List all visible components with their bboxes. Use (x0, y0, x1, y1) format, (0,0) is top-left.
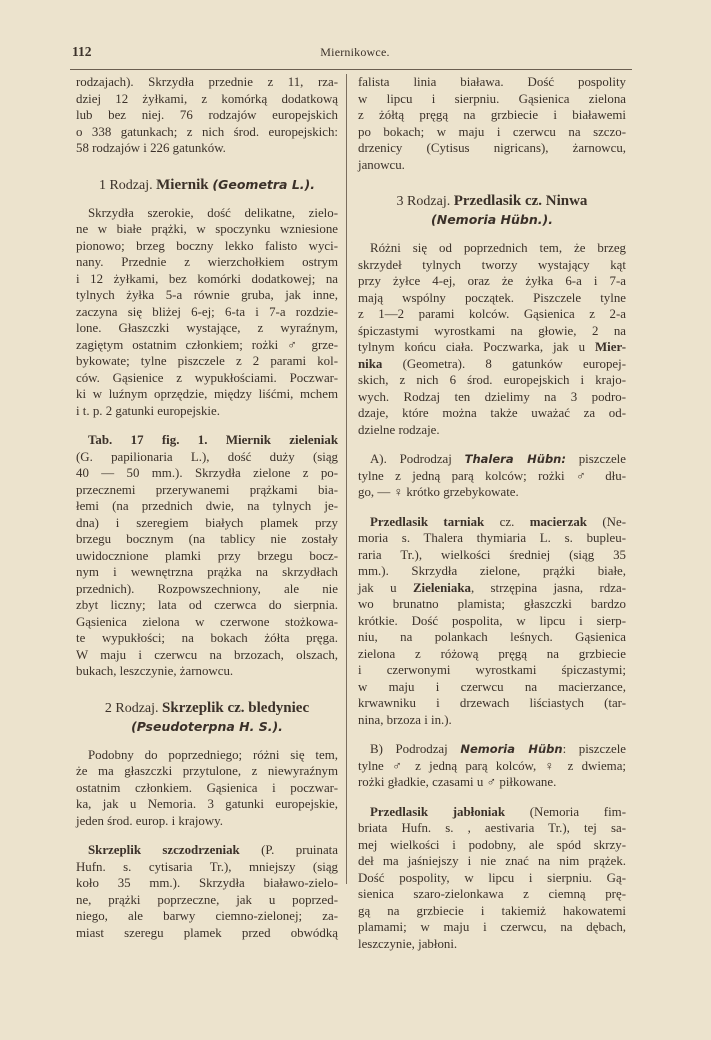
paragraph (358, 240, 626, 438)
text-line (358, 804, 626, 821)
text-line: gą na grzbiecie i takiemiż hakowatemi (358, 903, 626, 918)
text-line: sienica szaro-zielonkawa z ciemną prę- (358, 887, 626, 901)
bold-term: Skrzeplik cz. bledyniec (162, 699, 310, 716)
bold-term: nika (358, 356, 383, 371)
paragraph (76, 205, 338, 420)
text-line (358, 451, 626, 468)
latin-name: Nemoria Hübn (460, 742, 563, 756)
text-line: przednich). Rozpowszechniony, ale nie (76, 581, 338, 596)
text-line: ki w luźnym oprzędzie, między liśćmi, mchem (76, 387, 338, 401)
text-line: ka, jak u Nemoria. 3 gatunki europejskie, (76, 797, 338, 811)
page-number: 112 (72, 44, 92, 59)
left-column (76, 74, 338, 941)
text-line: lub bez niej. 76 rodzajów europejskich (76, 108, 338, 122)
text-line: skrzydeł tylnych tworzy wystający kąt (358, 257, 626, 272)
text-run: 2 Rodzaj. (104, 700, 163, 716)
section-heading (358, 192, 626, 230)
text-line: moria s. Thalera thymiaria L. s. bupleu- (358, 531, 626, 545)
paragraph (76, 74, 338, 157)
text-line: przecznemi przerywanemi prążkami bia- (76, 482, 338, 497)
latin-name: (Pseudoterpna H. S.). (131, 718, 283, 734)
text-line: zagiętym ostatnim członkiem; rożki ♂ grze- (76, 337, 338, 352)
right-column (358, 74, 626, 952)
text-line (76, 432, 338, 449)
text-line: mm.). Skrzydła zielone, prążki białe, (358, 564, 626, 578)
text-run: (Geometra). 8 gatunków europej- (382, 356, 626, 371)
text-line: W maju i czerwcu na brzozach, olszach, (76, 647, 338, 662)
text-line: zbyt liczny; lata od czerwca do sierpnia. (76, 598, 338, 612)
text-run: tylnym końcu ciała. Poczwarka, jak u (358, 340, 595, 354)
text-line: briata Hufn. s. , aestivaria Tr.), tej sa- (358, 821, 626, 835)
paragraph (358, 74, 626, 173)
text-line: ne, prążki poprzeczne, jak u poprzed- (76, 892, 338, 907)
text-line (358, 580, 626, 597)
text-line: deł ma jaśniejszy i nie znać na nim prążek. (358, 854, 626, 868)
text-line: przy żyłce 4-ej, oraz że żyłka 6-a i 7-a (358, 274, 626, 288)
bold-term: Mier- (594, 340, 626, 354)
bold-term: Przedlasik cz. Ninwa (453, 193, 588, 209)
bold-term: Zieleniaka (412, 580, 471, 595)
text-line: leszczynie, jabłoni. (358, 936, 458, 951)
text-line: ostatnim członkiem. Gąsienica i poczwar- (76, 780, 338, 795)
header-rule (70, 69, 632, 70)
text-line: te wypukłości; na bokach żółta pręga. (76, 631, 338, 645)
text-line: bykowate; tylne piszczele z 2 parami kol- (76, 354, 338, 368)
paragraph (358, 451, 626, 501)
latin-name: (Geometra L.). (212, 176, 316, 192)
text-line: dzielne rodzaje. (358, 422, 440, 437)
text-run: (P. pruinata (239, 843, 338, 857)
latin-name: (Nemoria Hübn.). (431, 212, 553, 227)
text-line: z żółtą pręgą na grzbiecie i białawemi (358, 108, 626, 122)
text-line: rożki gładkie, czasami u ♂ piłkowane. (358, 775, 557, 789)
latin-name: Thalera Hübn: (464, 452, 566, 466)
text-line: dzaje, które można także uważać za od- (358, 406, 626, 420)
text-run: (Nemoria fim- (505, 804, 627, 819)
text-line: dziej 12 żyłkami, z komórką dodatkową (76, 91, 338, 106)
text-line: go, — ♀ krótko grzebykowate. (358, 485, 519, 499)
text-line (358, 741, 626, 758)
text-line: Podobny do poprzedniego; różni się tem, (88, 747, 338, 762)
text-line (358, 339, 626, 356)
section-heading (76, 699, 338, 737)
text-line: ne w białe prążki, w spoczynku wzniesione (76, 222, 338, 236)
text-line: tylne ♂ z jedną parą kolców, ♀ z dwiema; (358, 758, 626, 773)
text-line: zielona z różową pręgą na grzbiecie (358, 646, 626, 661)
text-line (76, 718, 338, 737)
text-run: (Ne- (586, 514, 626, 529)
text-run: piszczele (565, 452, 626, 466)
bold-term: Skrzeplik szczodrzeniak (88, 843, 240, 857)
text-line (358, 192, 626, 211)
paragraph (76, 432, 338, 680)
text-line: krótkie. Dość pospolita, w lipcu i sierp- (358, 613, 626, 628)
text-line: miast szeregu plamek przed obwódką (76, 925, 338, 940)
bold-term: Miernik (156, 176, 213, 193)
text-run: : piszczele (562, 742, 627, 756)
text-line: raria Tr.), wielkości średniej (siąg 35 (358, 547, 626, 562)
running-title: Miernikowce. (320, 45, 390, 59)
column-divider (346, 74, 347, 884)
text-line: Skrzydła szerokie, dość delikatne, zielo- (88, 205, 338, 220)
text-line: 58 rodzajów i 226 gatunków. (76, 141, 226, 155)
text-line (76, 699, 338, 718)
text-line: jeden środ. europ. i krajowy. (76, 813, 224, 828)
text-run: , strzępina jasna, rdza- (470, 580, 626, 595)
text-line: i t. p. 2 gatunki europejskie. (76, 403, 220, 418)
text-line: tylne z jedną parą kolców; rożki ♂ dłu- (358, 468, 626, 483)
paragraph (358, 804, 626, 953)
text-line: że ma głaszczki przytulone, z niewyraźnym (76, 764, 338, 778)
text-line: plamami; w maju i czerwcu, na dębach, (358, 920, 626, 934)
text-run: A). Podrodzaj (370, 452, 465, 466)
bold-term: Tab. 17 fig. 1. Miernik zieleniak (88, 433, 338, 447)
text-line: bukach, leszczynie, żarnowcu. (76, 664, 234, 678)
text-run: B) Podrodzaj (370, 742, 461, 756)
text-line: i 12 żyłkami, bez komórki dodatkowej; na (76, 271, 338, 286)
text-line: falista linia biaława. Dość pospolity (358, 75, 626, 89)
text-line: z 1—2 parami kolców. Gąsienica z 2-a (358, 307, 626, 321)
text-line: po bokach; w maju i czerwcu na szczo- (358, 124, 626, 139)
text-line: w maju i czerwcu na macierzance, (358, 679, 626, 694)
text-line: mej wielkości i podobny, ale spód skrzy- (358, 837, 626, 852)
text-line: uwidocznione plamki przy brzegu bocz- (76, 548, 338, 563)
bold-term: Przedlasik tarniak (370, 514, 485, 529)
text-line: dna) i szeregiem białych plamek przy (76, 515, 338, 530)
text-run: jak u (358, 580, 413, 595)
text-line: tylnych żyłka 5-a równie gruba, jak inne, (76, 288, 338, 302)
text-line: drzenicy (Cytisus nigricans), żarnowcu, (358, 141, 626, 155)
text-run: 1 Rodzaj. (98, 177, 157, 193)
text-run: cz. (484, 514, 530, 529)
text-line: nany. Przednie z wierzchołkiem ostrym (76, 255, 338, 269)
text-line: w lipcu i sierpniu. Gąsienica zielona (358, 91, 626, 106)
paragraph (358, 514, 626, 729)
bold-term: Przedlasik jabłoniak (370, 804, 506, 819)
text-line: niego, ale barwy ciemno-zielonej; za- (76, 909, 338, 923)
text-line: (G. papilionaria L.), dość duży (siąg (76, 449, 338, 464)
text-line: nym i wewnętrzna prążka na skrzydłach (76, 565, 338, 579)
text-line: i czerwonymi wyrostkami śpiczastymi; (358, 663, 626, 677)
text-line (358, 356, 626, 373)
text-line: 40 — 50 mm.). Skrzydła zielone z po- (76, 466, 338, 480)
text-line: lone. Głaszczki wystające, z wyraźnym, (76, 321, 338, 335)
text-line: nina, brzoza i in.). (358, 712, 452, 727)
text-line: skich, z nich 6 środ. europejskich i krajo- (358, 373, 626, 387)
text-line (358, 211, 626, 230)
text-line: krwawniku i drzewach liściastych (tar- (358, 696, 626, 710)
text-line: koło 35 mm.). Skrzydła białawo-zielo- (76, 876, 338, 890)
paragraph (76, 747, 338, 830)
text-line: łemi (na przednich dwie, na tylnych je- (76, 499, 338, 513)
text-line: pionowo; brzeg boczny lekko falisto wyci- (76, 238, 338, 253)
text-line: zaczyna się bliżej 6-ej; 6-ta i 7-a rozdzie- (76, 304, 338, 319)
text-line: Dość pospolity, w lipcu i sierpniu. Gą- (358, 870, 626, 885)
bold-term: macierzak (529, 514, 587, 529)
text-line: ców. Gąsienice z wypukłościami. Poczwar- (76, 370, 338, 385)
text-line (76, 842, 338, 859)
text-run: 3 Rodzaj. (396, 194, 454, 209)
text-line: Różni się od poprzednich tem, że brzeg (370, 241, 626, 255)
text-line: Hufn. s. cytisaria Tr.), mniejszy (siąg (76, 859, 338, 874)
text-line: mają wspólny początek. Piszczele tylne (358, 290, 626, 305)
text-line: wych. Rodzaj ten dzielimy na 3 podro- (358, 389, 626, 404)
paragraph (76, 842, 338, 941)
text-line: o 338 gatunkach; z nich środ. europejskich: (76, 124, 338, 139)
paragraph (358, 741, 626, 791)
text-line: śpiczastymi wyrostkami na głowie, 2 na (358, 323, 626, 338)
text-line (76, 176, 338, 195)
text-line: rodzajach). Skrzydła przednie z 11, rza- (76, 75, 338, 89)
text-line: niu, na polankach leśnych. Gąsienica (358, 630, 626, 644)
section-heading (76, 176, 338, 195)
text-line: brzegu bocznym (na tablicy nie zostały (76, 532, 338, 546)
text-line: janowcu. (358, 157, 405, 172)
text-line: Gąsienica zielona w czerwone stożkowa- (76, 614, 338, 629)
text-line (358, 514, 626, 531)
text-line: wo brunatno plamista; głaszczki bardzo (358, 597, 626, 611)
